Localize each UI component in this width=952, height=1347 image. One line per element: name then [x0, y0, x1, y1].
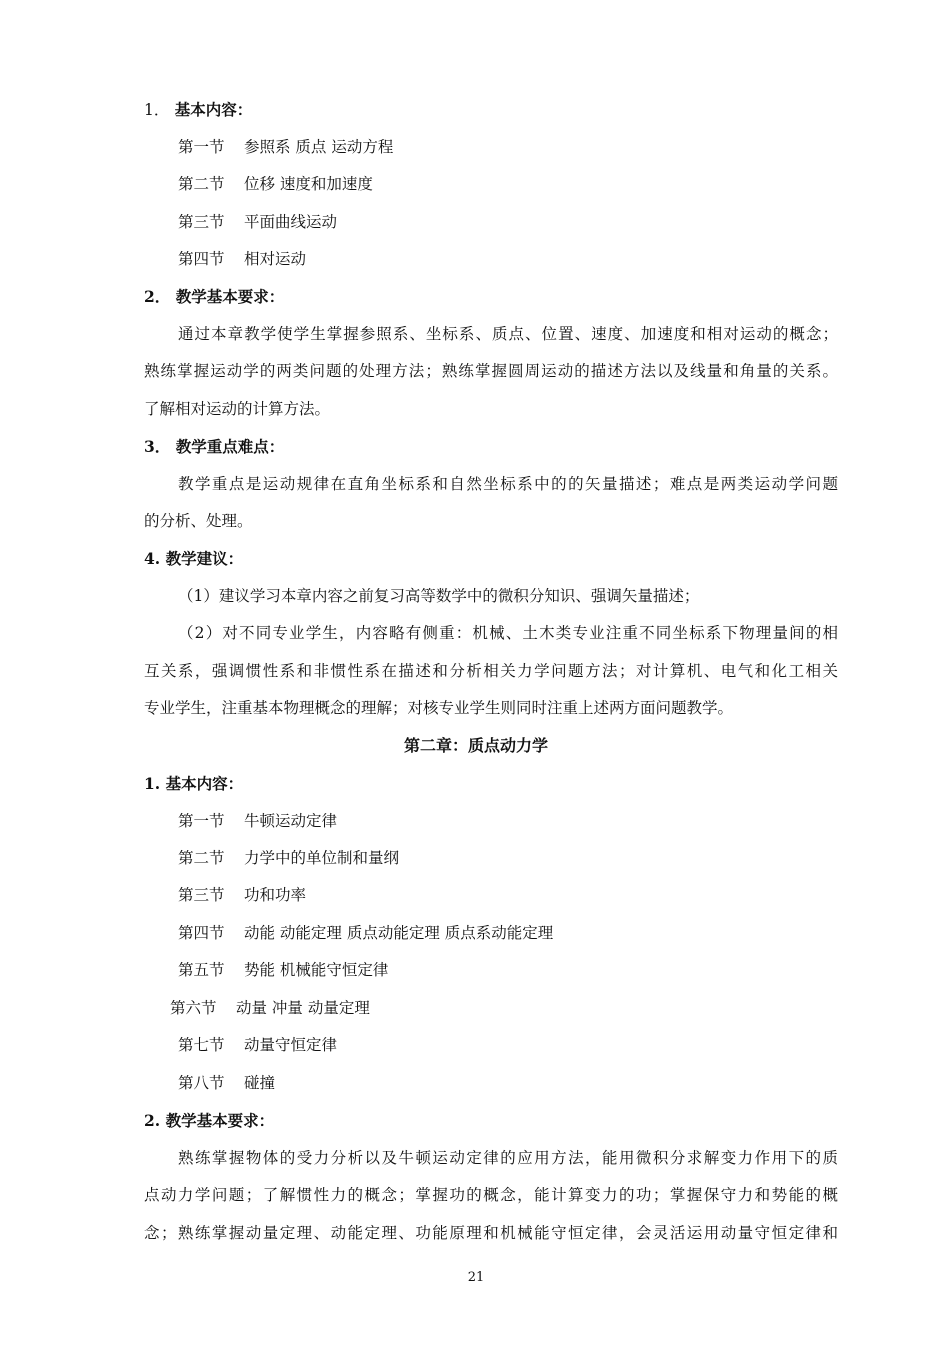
ch1-key-line-2: 的分析、处理。	[144, 512, 253, 530]
heading-number: 4.	[144, 549, 161, 568]
ch2-section-6	[170, 998, 370, 1018]
page-number: 21	[467, 1270, 485, 1285]
ch1-req-line-2: 熟练掌握运动学的两类问题的处理方法；熟练掌握圆周运动的描述方法以及线量和角量的关系。	[144, 362, 838, 380]
section-title: 力学中的单位制和量纲	[244, 849, 400, 867]
ch1-suggestion-1: （1）建议学习本章内容之前复习高等数学中的微积分知识、强调矢量描述；	[178, 587, 700, 605]
section-title: 相对运动	[244, 250, 307, 268]
section-title: 平面曲线运动	[244, 213, 338, 231]
section-title: 功和功率	[244, 886, 307, 904]
ch1-heading-key-points	[144, 437, 284, 457]
heading-number: 1.	[144, 774, 161, 793]
section-title: 参照系 质点 运动方程	[244, 138, 394, 156]
section-title: 动量守恒定律	[244, 1036, 338, 1054]
section-number: 第三节	[178, 886, 225, 904]
ch2-section-4	[178, 923, 553, 943]
ch2-section-1	[178, 811, 337, 831]
ch1-req-line-3: 了解相对运动的计算方法。	[144, 400, 331, 418]
ch1-suggestion-2-line-1: （2）对不同专业学生，内容略有侧重：机械、土木类专业注重不同坐标系下物理量间的相	[178, 624, 838, 642]
section-title: 动量 冲量 动量定理	[236, 999, 370, 1017]
heading-number: 1．	[144, 101, 170, 119]
section-title: 位移 速度和加速度	[244, 175, 373, 193]
heading-text: 教学建议：	[165, 549, 244, 568]
section-number: 第二节	[178, 175, 225, 193]
section-number: 第三节	[178, 213, 225, 231]
heading-text: 基本内容：	[174, 100, 253, 119]
ch2-req-line-3: 念；熟练掌握动量定理、动能定理、功能原理和机械能守恒定律，会灵活运用动量守恒定律和	[144, 1224, 838, 1242]
ch1-key-line-1: 教学重点是运动规律在直角坐标系和自然坐标系中的的矢量描述；难点是两类运动学问题	[178, 475, 838, 493]
ch1-section-2	[178, 174, 373, 194]
section-title: 牛顿运动定律	[244, 812, 338, 830]
ch1-suggestion-2-line-2: 互关系，强调惯性系和非惯性系在描述和分析相关力学问题方法；对计算机、电气和化工相关	[144, 662, 838, 680]
section-title: 动能 动能定理 质点动能定理 质点系动能定理	[244, 924, 554, 942]
heading-text: 教学重点难点：	[175, 437, 285, 456]
ch1-heading-requirements	[144, 287, 284, 307]
ch1-section-4	[178, 249, 306, 269]
section-number: 第七节	[178, 1036, 225, 1054]
ch1-heading-basic-content	[144, 100, 252, 120]
section-number: 第二节	[178, 849, 225, 867]
ch2-req-line-1: 熟练掌握物体的受力分析以及牛顿运动定律的应用方法，能用微积分求解变力作用下的质	[178, 1149, 838, 1167]
section-number: 第六节	[170, 999, 217, 1017]
ch2-section-7	[178, 1035, 337, 1055]
section-number: 第八节	[178, 1074, 225, 1092]
section-number: 第一节	[178, 812, 225, 830]
ch2-section-3	[178, 885, 306, 905]
ch1-suggestion-2-line-3: 专业学生，注重基本物理概念的理解；对核专业学生则同时注重上述两方面问题教学。	[144, 699, 734, 717]
ch1-section-3	[178, 212, 337, 232]
ch1-heading-suggestions	[144, 549, 243, 569]
section-number: 第一节	[178, 138, 225, 156]
ch2-req-line-2: 点动力学问题；了解惯性力的概念；掌握功的概念，能计算变力的功；掌握保守力和势能的概	[144, 1186, 838, 1204]
ch2-heading-basic-content	[144, 774, 243, 794]
ch2-heading-requirements	[144, 1111, 274, 1131]
heading-text: 基本内容：	[165, 774, 244, 793]
section-number: 第四节	[178, 924, 225, 942]
heading-text: 教学基本要求：	[165, 1111, 275, 1130]
section-title: 碰撞	[244, 1074, 276, 1092]
heading-number: 2.	[144, 1111, 161, 1130]
ch2-section-8	[178, 1073, 275, 1093]
ch2-section-2	[178, 848, 399, 868]
heading-number: 2．	[144, 287, 171, 306]
ch2-section-5	[178, 960, 388, 980]
section-number: 第五节	[178, 961, 225, 979]
section-number: 第四节	[178, 250, 225, 268]
heading-number: 3．	[144, 437, 171, 456]
section-title: 势能 机械能守恒定律	[244, 961, 389, 979]
ch1-req-line-1: 通过本章教学使学生掌握参照系、坐标系、质点、位置、速度、加速度和相对运动的概念；	[178, 325, 838, 343]
heading-text: 教学基本要求：	[175, 287, 285, 306]
chapter-2-title: 第二章：质点动力学	[403, 736, 548, 755]
ch1-section-1	[178, 137, 393, 157]
